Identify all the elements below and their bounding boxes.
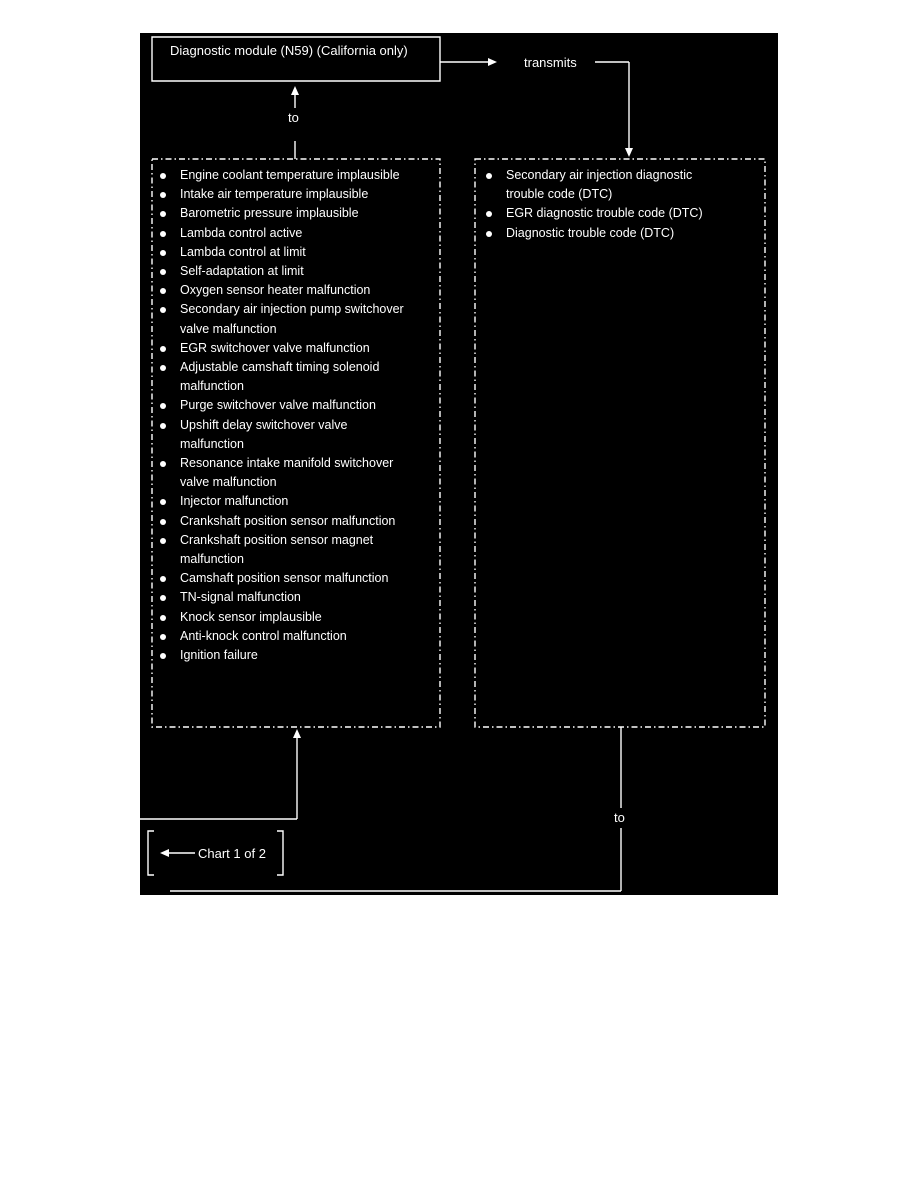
fault-item-text: Injector malfunction: [180, 494, 289, 509]
dtc-box-border: [475, 159, 765, 727]
bullet-icon: [160, 653, 166, 659]
bullet-icon: [160, 595, 166, 601]
to-label-upper: to: [288, 110, 299, 125]
fault-item-text: Self-adaptation at limit: [180, 264, 304, 279]
bullet-icon: [160, 423, 166, 429]
bullet-icon: [160, 634, 166, 640]
bullet-icon: [160, 519, 166, 525]
dtc-item-text-cont: trouble code (DTC): [506, 187, 613, 202]
fault-item-text: Secondary air injection pump switchover: [180, 302, 404, 317]
fault-item-text-cont: malfunction: [180, 379, 244, 394]
bullet-icon: [160, 250, 166, 256]
bullet-icon: [160, 461, 166, 467]
dtc-item: [482, 166, 762, 204]
fault-item: [156, 416, 436, 454]
fault-item: [156, 569, 436, 588]
bullet-icon: [160, 538, 166, 544]
fault-item-text: Crankshaft position sensor magnet: [180, 532, 374, 547]
fault-item: [156, 262, 436, 281]
fault-item-text-cont: malfunction: [180, 552, 244, 567]
fault-item: [156, 492, 436, 511]
chart-ref-bracket-left: [148, 831, 154, 875]
bullet-icon: [160, 211, 166, 217]
bullet-icon: [160, 269, 166, 275]
fault-item-text: Resonance intake manifold switchover: [180, 456, 394, 471]
bullet-icon: [160, 173, 166, 179]
module-label: Diagnostic module (N59) (California only): [170, 43, 408, 58]
fault-item-text: Adjustable camshaft timing solenoid: [180, 360, 380, 375]
bullet-icon: [486, 173, 492, 179]
fault-item-text: Lambda control active: [180, 225, 303, 240]
fault-item: [156, 531, 436, 569]
fault-item-text: Oxygen sensor heater malfunction: [180, 283, 371, 298]
fault-item: [156, 454, 436, 492]
fault-item: [156, 396, 436, 415]
bullet-icon: [160, 365, 166, 371]
chart-reference-label: Chart 1 of 2: [198, 846, 266, 861]
dtc-item-text: Diagnostic trouble code (DTC): [506, 225, 675, 240]
fault-item-text: Lambda control at limit: [180, 244, 306, 259]
fault-item-text-cont: valve malfunction: [180, 321, 277, 336]
fault-item: [156, 166, 436, 185]
dtc-item-text: EGR diagnostic trouble code (DTC): [506, 206, 703, 221]
fault-item-text-cont: malfunction: [180, 436, 244, 451]
dtc-item: [482, 224, 762, 243]
fault-item: [156, 608, 436, 627]
bullet-icon: [160, 307, 166, 313]
fault-item-text: Camshaft position sensor malfunction: [180, 571, 389, 586]
fault-item-text: Ignition failure: [180, 648, 258, 663]
arrowhead-up-fault-icon: [293, 729, 301, 738]
fault-item: [156, 243, 436, 262]
arrowhead-right-icon: [488, 58, 497, 66]
fault-item: [156, 339, 436, 358]
dtc-list: [482, 166, 762, 243]
bullet-icon: [160, 192, 166, 198]
bullet-icon: [160, 615, 166, 621]
fault-item: [156, 224, 436, 243]
bullet-icon: [160, 231, 166, 237]
fault-item-text-cont: valve malfunction: [180, 475, 277, 490]
dtc-item-text: Secondary air injection diagnostic: [506, 168, 693, 182]
chart-ref-bracket-right: [277, 831, 283, 875]
bullet-icon: [160, 403, 166, 409]
fault-item-text: Barometric pressure implausible: [180, 206, 359, 221]
fault-item: [156, 358, 436, 396]
fault-item-text: Purge switchover valve malfunction: [180, 398, 376, 413]
fault-item: [156, 300, 436, 338]
arrowhead-up-module-icon: [291, 86, 299, 95]
to-label-lower: to: [614, 810, 625, 825]
bullet-icon: [160, 288, 166, 294]
fault-item-text: Engine coolant temperature implausible: [180, 168, 400, 182]
fault-item-text: Crankshaft position sensor malfunction: [180, 513, 396, 528]
dtc-item: [482, 204, 762, 223]
arrowhead-left-chart-icon: [160, 849, 169, 857]
fault-item-text: Anti-knock control malfunction: [180, 628, 347, 643]
fault-item: [156, 646, 436, 665]
fault-item: [156, 588, 436, 607]
fault-item-text: Knock sensor implausible: [180, 609, 322, 624]
diagnostic-flow-diagram: [140, 33, 778, 895]
fault-item-text: Upshift delay switchover valve: [180, 417, 348, 432]
fault-item-text: EGR switchover valve malfunction: [180, 340, 370, 355]
arrowhead-down-icon: [625, 148, 633, 157]
fault-item-text: Intake air temperature implausible: [180, 187, 369, 202]
bullet-icon: [486, 211, 492, 217]
fault-item: [156, 185, 436, 204]
bullet-icon: [160, 346, 166, 352]
bullet-icon: [160, 576, 166, 582]
fault-item-text: TN-signal malfunction: [180, 590, 301, 605]
fault-item: [156, 627, 436, 646]
bullet-icon: [160, 499, 166, 505]
bullet-icon: [486, 231, 492, 237]
fault-item: [156, 512, 436, 531]
fault-list: [156, 166, 436, 665]
fault-item: [156, 204, 436, 223]
fault-item: [156, 281, 436, 300]
transmits-label: transmits: [524, 55, 577, 70]
